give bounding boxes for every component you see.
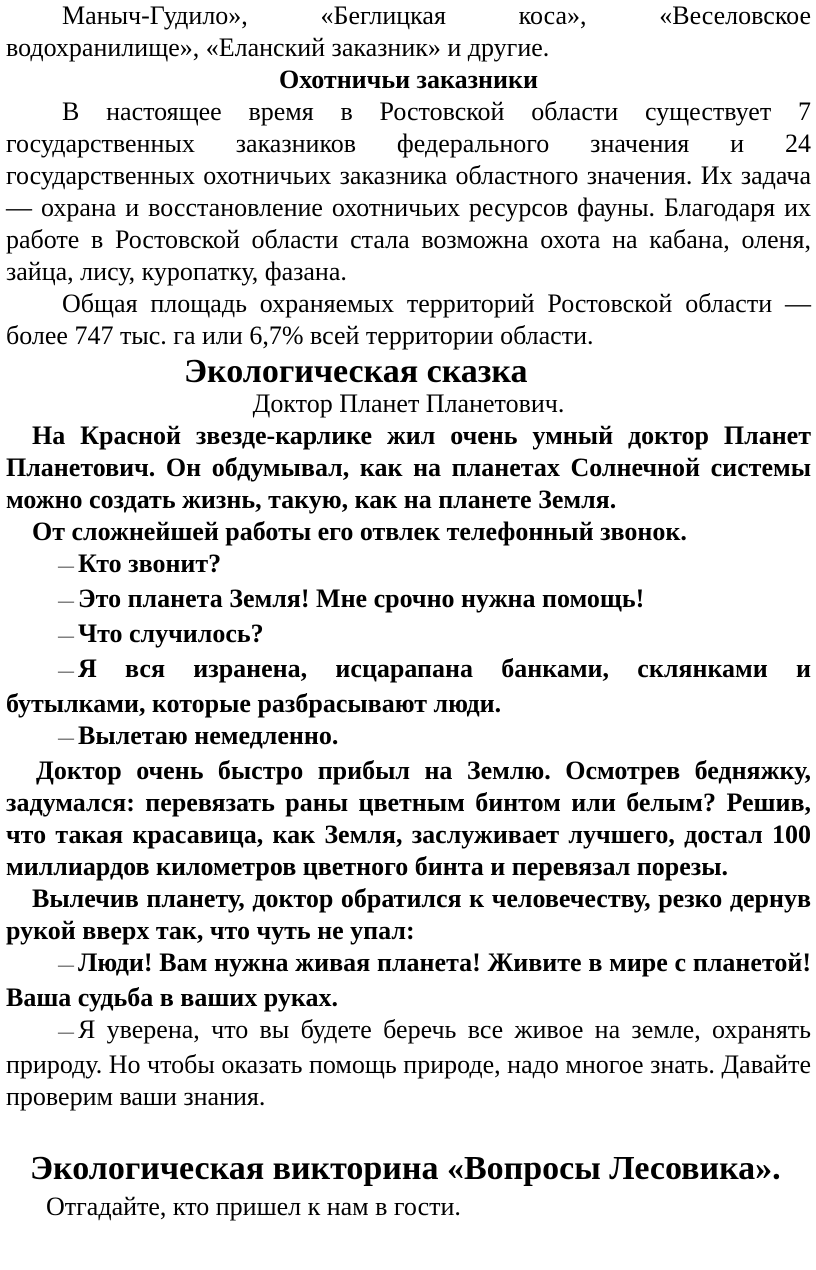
- dialogue-text: Люди! Вам нужна живая планета! Живите в мире с планетой! Ваша судьба в ваших руках.: [6, 948, 811, 1012]
- dialogue-text: Это планета Земля! Мне срочно нужна помощь!: [78, 584, 645, 613]
- tale-paragraph-1: На Красной звезде-карлике жил очень умный доктор Планет Планетович. Он обдумывал, как на планетах Солнечной системы можно создать жизнь, такую, как на планете Земля.: [6, 421, 811, 514]
- tale-paragraph-2: От сложнейшей работы его отвлек телефонный звонок.: [32, 517, 687, 546]
- dialogue-text: Я уверена, что вы будете беречь все живое на земле, охранять природу. Но чтобы оказать помощь природе, надо многое знать. Давайте проверим ваши знания.: [6, 1015, 811, 1111]
- tale-paragraph-4: Вылечив планету, доктор обратился к человечеству, резко дернув рукой вверх так, что чуть не упал:: [6, 884, 811, 945]
- tale-paragraph-3: Доктор очень быстро прибыл на Землю. Осмотрев бедняжку, задумался: перевязать раны цветным бинтом или белым? Решив, что такая красавица, как Земля, заслуживает лучшего, достал 100 миллиардов километров цветного бинта и перевязал порезы.: [6, 756, 811, 881]
- dialogue-line-5: [6, 720, 811, 755]
- dialogue-line-6: [6, 947, 811, 1014]
- dialogue-line-7: [6, 1014, 811, 1113]
- dialogue-dash: —: [58, 957, 74, 974]
- dialogue-dash: —: [58, 663, 74, 680]
- dialogue-dash: —: [58, 1024, 74, 1041]
- document-page: [6, 0, 811, 1223]
- eco-tale-heading: Экологическая сказка: [184, 353, 528, 390]
- spacer: [6, 1113, 811, 1149]
- dialogue-dash: —: [58, 730, 74, 747]
- eco-tale-subtitle: Доктор Планет Планетович.: [252, 389, 565, 418]
- hunting-paragraph-2: Общая площадь охраняемых территорий Ростовской области — более 747 тыс. га или 6,7% всей территории области.: [6, 289, 811, 350]
- dialogue-dash: —: [58, 593, 74, 610]
- dialogue-text: Я вся изранена, исцарапана банками, склянками и бутылками, которые разбрасывают люди.: [6, 654, 811, 718]
- quiz-heading: Экологическая викторина «Вопросы Лесовика».: [30, 1150, 781, 1187]
- dialogue-line-2: [6, 583, 811, 618]
- dialogue-text: Вылетаю немедленно.: [78, 721, 339, 750]
- dialogue-text: Кто звонит?: [78, 549, 222, 578]
- dialogue-line-1: [6, 548, 811, 583]
- dialogue-dash: —: [58, 628, 74, 645]
- hunting-paragraph-1: В настоящее время в Ростовской области существует 7 государственных заказников федерального значения и 24 государственных охотничьих заказника областного значения. Их задача — охрана и восстановление охотничьих ресурсов фауны. Благодаря их работе в Ростовской области стала возможна охота на кабана, оленя, зайца, лису, куропатку, фазана.: [6, 97, 811, 286]
- dialogue-dash: —: [58, 558, 74, 575]
- dialogue-line-4: [6, 653, 811, 720]
- intro-paragraph: Маныч-Гудило», «Беглицкая коса», «Веселовское водохранилище», «Еланский заказник» и другие.: [6, 1, 811, 62]
- dialogue-text: Что случилось?: [78, 619, 264, 648]
- dialogue-line-3: [6, 618, 811, 653]
- quiz-intro-line: Отгадайте, кто пришел к нам в гости.: [46, 1192, 461, 1221]
- hunting-reserves-heading: Охотничьи заказники: [279, 65, 538, 94]
